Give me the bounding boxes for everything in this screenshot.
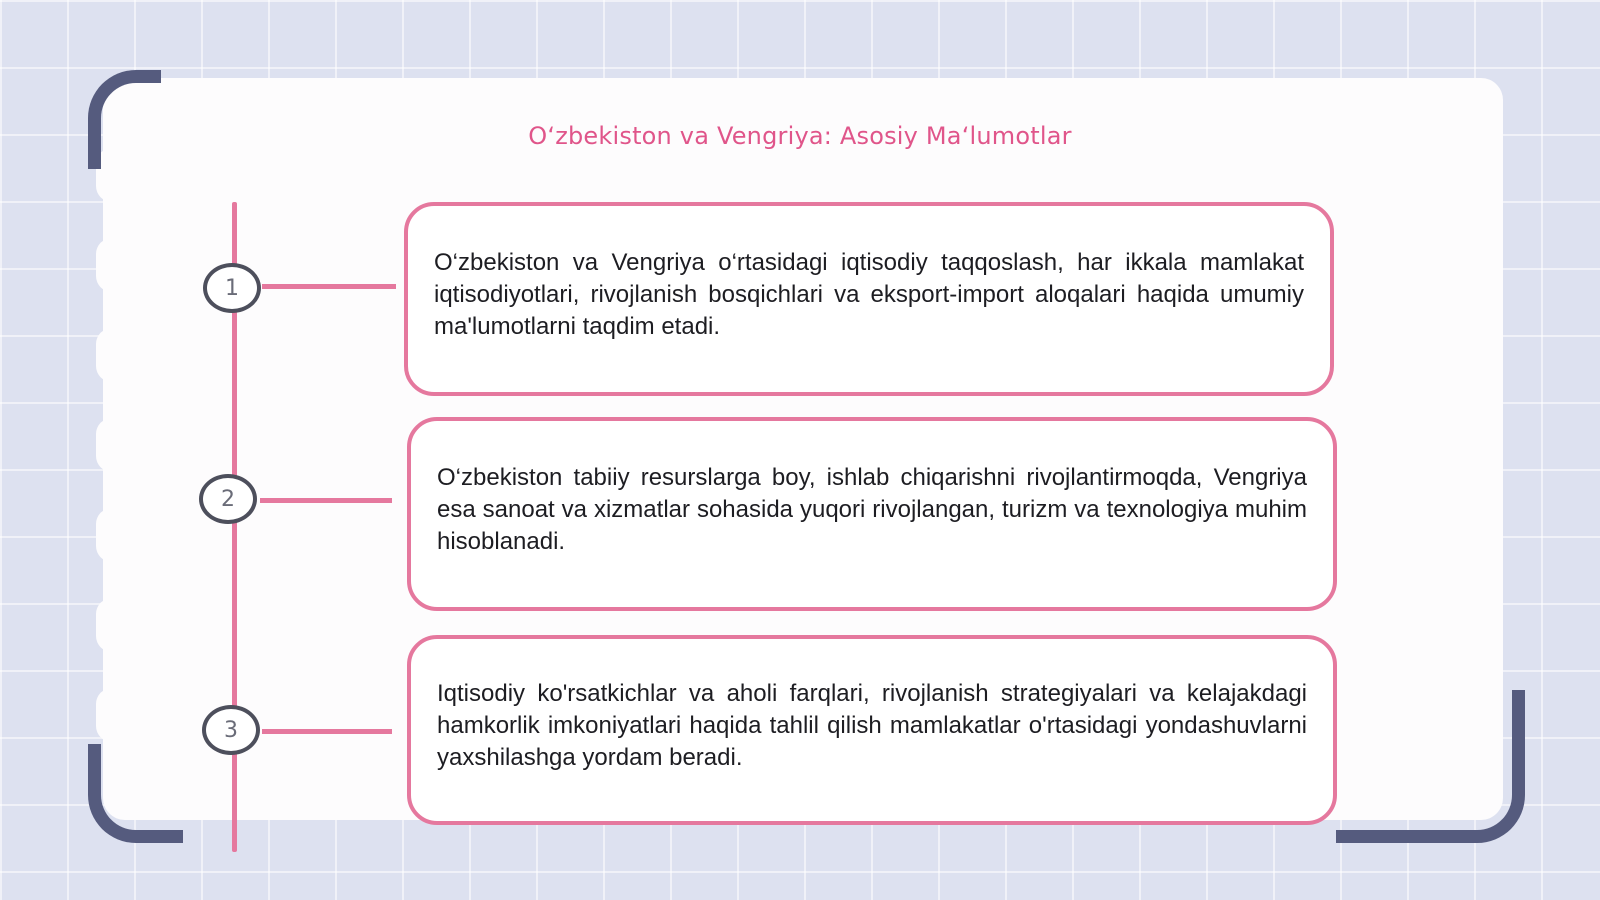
slide-title: O‘zbekiston va Vengriya: Asosiy Ma‘lumotlar [528, 122, 1072, 150]
paper-scallop [96, 238, 128, 292]
info-card-text: Iqtisodiy ko'rsatkichlar va aholi farqlari, rivojlanish strategiyalari va kelajakdagi hamkorlik imkoniyatlari haqida tahlil qilish mamlakatlar o'rtasidagi yondashuvlarni yaxshilashga yordam beradi. [437, 680, 1307, 771]
info-card-2 [407, 417, 1337, 611]
info-card-text: O‘zbekiston tabiiy resurslarga boy, ishlab chiqarishni rivojlantirmoqda, Vengriya esa sanoat va xizmatlar sohasida yuqori rivojlangan, turizm va texnologiya muhim hisoblanadi. [437, 464, 1307, 555]
paper-scallop [96, 418, 128, 472]
info-card-3 [407, 635, 1337, 825]
info-card-text: O‘zbekiston va Vengriya o‘rtasidagi iqtisodiy taqqoslash, har ikkala mamlakat iqtisodiyotlari, rivojlanish bosqichlari va eksport-import aloqalari haqida umumiy ma'lumotlarni taqdim etadi. [434, 249, 1304, 340]
timeline-connector [262, 284, 396, 289]
timeline-node-number: 3 [224, 717, 238, 743]
timeline-connector [262, 729, 392, 734]
frame-corner-top-left [88, 70, 161, 169]
paper-scallop [96, 328, 128, 382]
timeline-connector [260, 498, 392, 503]
timeline-node-2 [199, 474, 257, 524]
paper-scallop [96, 598, 128, 652]
paper-scallop [96, 688, 128, 742]
timeline-node-number: 2 [221, 486, 235, 512]
frame-corner-bottom-left [88, 744, 183, 843]
paper-scallop [96, 508, 128, 562]
timeline-node-3 [202, 705, 260, 755]
timeline-node-1 [203, 263, 261, 313]
timeline-node-number: 1 [225, 275, 239, 301]
frame-corner-bottom-right [1336, 690, 1525, 843]
info-card-1 [404, 202, 1334, 396]
